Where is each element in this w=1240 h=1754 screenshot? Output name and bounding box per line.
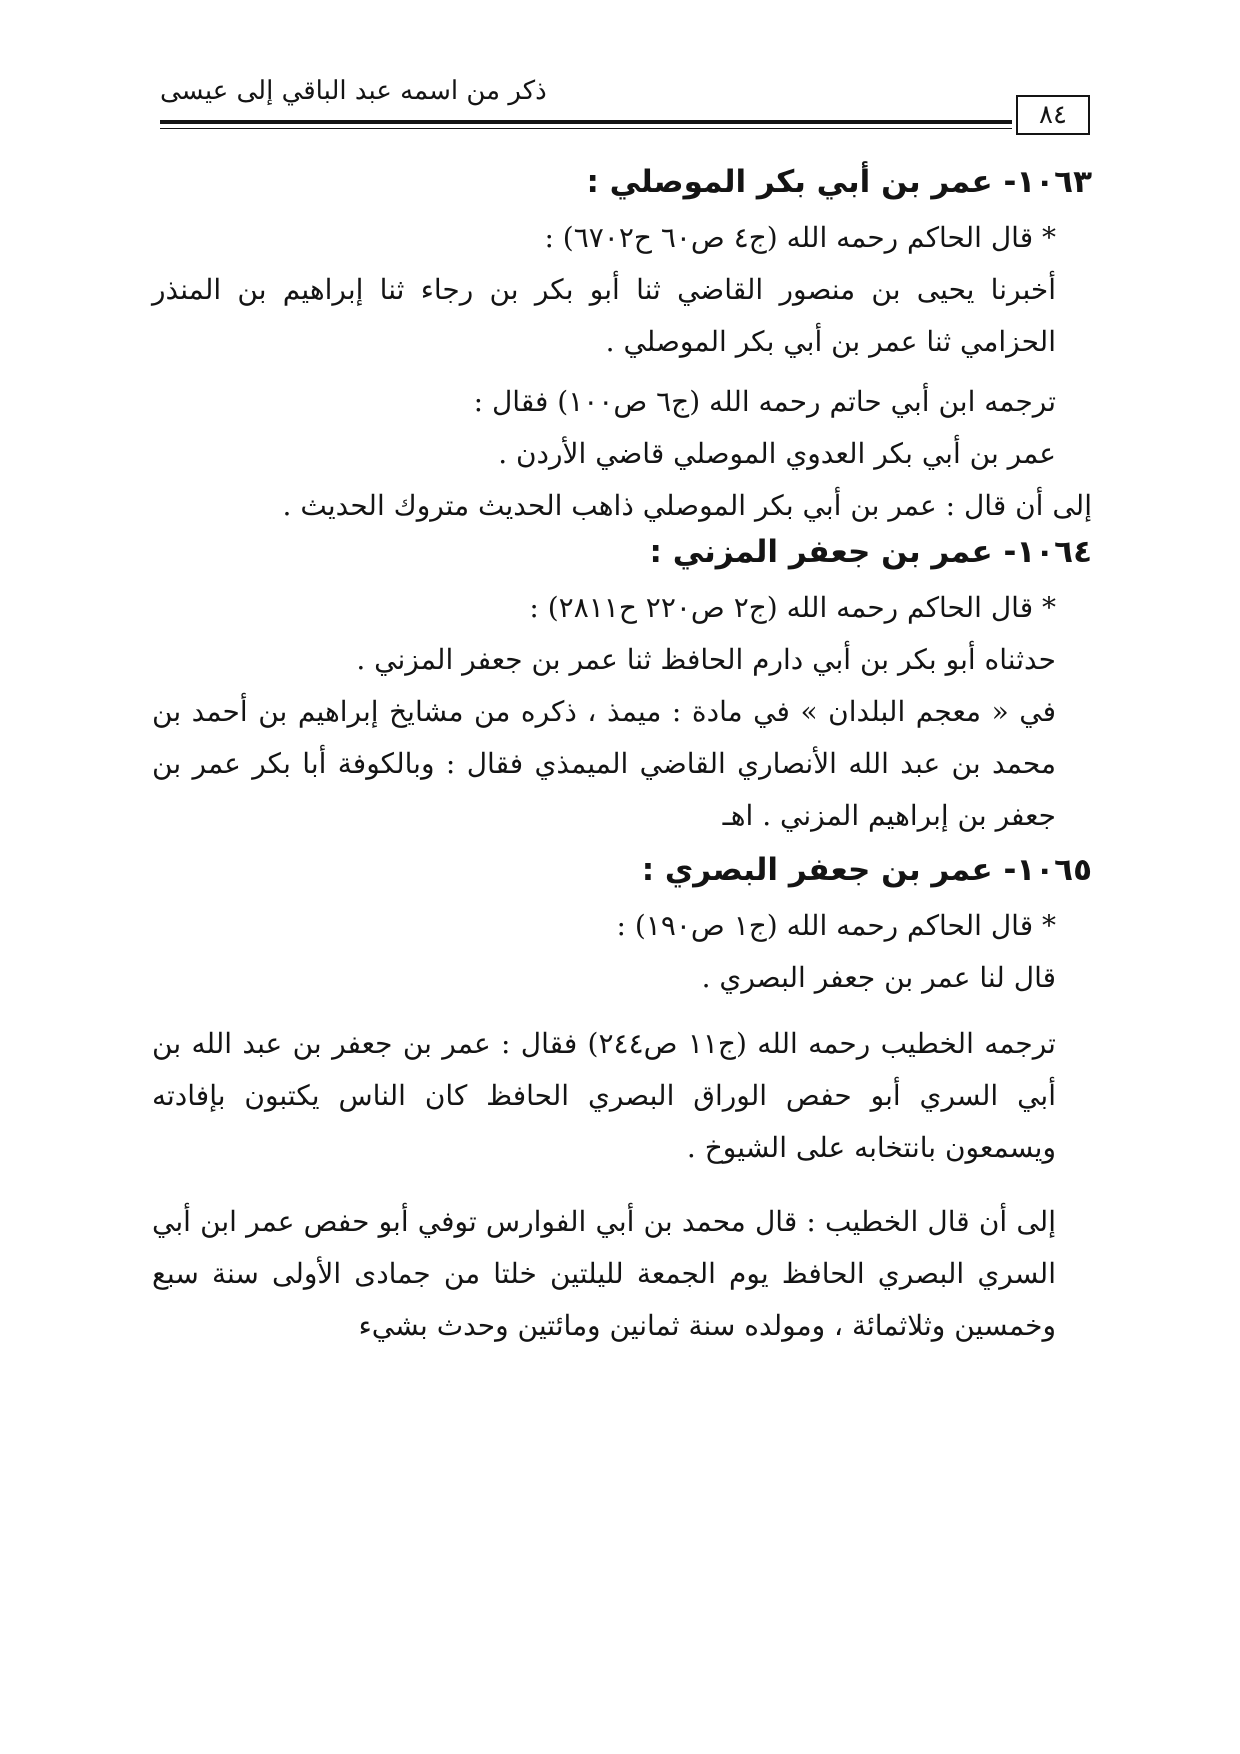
running-title: ذكر من اسمه عبد الباقي إلى عيسى xyxy=(160,76,547,106)
narration-text: أخبرنا يحيى بن منصور القاضي ثنا أبو بكر بن رجاء ثنا إبراهيم بن المنذر الحزامي ثنا عمر بن أبي بكر الموصلي . xyxy=(152,273,1056,358)
page-header xyxy=(160,70,1090,140)
entry-heading: ١٠٦٣- عمر بن أبي بكر الموصلي : xyxy=(586,164,1092,200)
entry-1063 xyxy=(152,162,1092,532)
continuation-text: إلى أن قال : عمر بن أبي بكر الموصلي ذاهب الحديث متروك الحديث . xyxy=(282,489,1092,522)
header-rule-thin xyxy=(160,128,1012,129)
spacer xyxy=(152,1182,1092,1196)
source-citation: * قال الحاكم رحمه الله (ج١ ص١٩٠) : xyxy=(616,909,1056,942)
narration-text: قال لنا عمر بن جعفر البصري . xyxy=(701,961,1056,994)
narration-text: حدثناه أبو بكر بن أبي دارم الحافظ ثنا عمر بن جعفر المزني . xyxy=(356,643,1056,676)
entry-1064 xyxy=(152,532,1092,842)
biography-text: ترجمه الخطيب رحمه الله (ج١١ ص٢٤٤) فقال : عمر بن جعفر بن عبد الله بن أبي السري أبو حفص الوراق البصري الحافظ كان الناس يكتبون بإفادته ويسمعون بانتخابه على الشيوخ . xyxy=(152,1027,1056,1164)
source-citation: * قال الحاكم رحمه الله (ج٤ ص٦٠ ح٦٧٠٢) : xyxy=(544,221,1056,254)
source-citation: * قال الحاكم رحمه الله (ج٢ ص٢٢٠ ح٢٨١١) : xyxy=(529,591,1056,624)
continuation-text: إلى أن قال الخطيب : قال محمد بن أبي الفوارس توفي أبو حفص عمر ابن أبي السري البصري الحافظ يوم الجمعة لليلتين خلتا من جمادى الأولى سنة سبع وخمسين وثلاثمائة ، ومولده سنة ثمانين ومائتين وحدث بشيء xyxy=(152,1205,1056,1342)
spacer xyxy=(152,1004,1092,1018)
page-number: ٨٤ xyxy=(1016,95,1090,135)
biography-text: عمر بن أبي بكر العدوي الموصلي قاضي الأردن . xyxy=(498,437,1056,470)
entry-heading: ١٠٦٥- عمر بن جعفر البصري : xyxy=(641,852,1092,888)
biography-intro: ترجمه ابن أبي حاتم رحمه الله (ج٦ ص١٠٠) فقال : xyxy=(473,385,1056,418)
entry-heading: ١٠٦٤- عمر بن جعفر المزني : xyxy=(649,534,1092,570)
entry-1065 xyxy=(152,850,1092,1352)
header-rule-thick xyxy=(160,120,1012,124)
note-text: في « معجم البلدان » في مادة : ميمذ ، ذكره من مشايخ إبراهيم بن أحمد بن محمد بن عبد الله الأنصاري القاضي الميمذي فقال : وبالكوفة أبا بكر عمر بن جعفر بن إبراهيم المزني . اهـ xyxy=(152,695,1056,832)
page-body xyxy=(152,162,1092,1360)
